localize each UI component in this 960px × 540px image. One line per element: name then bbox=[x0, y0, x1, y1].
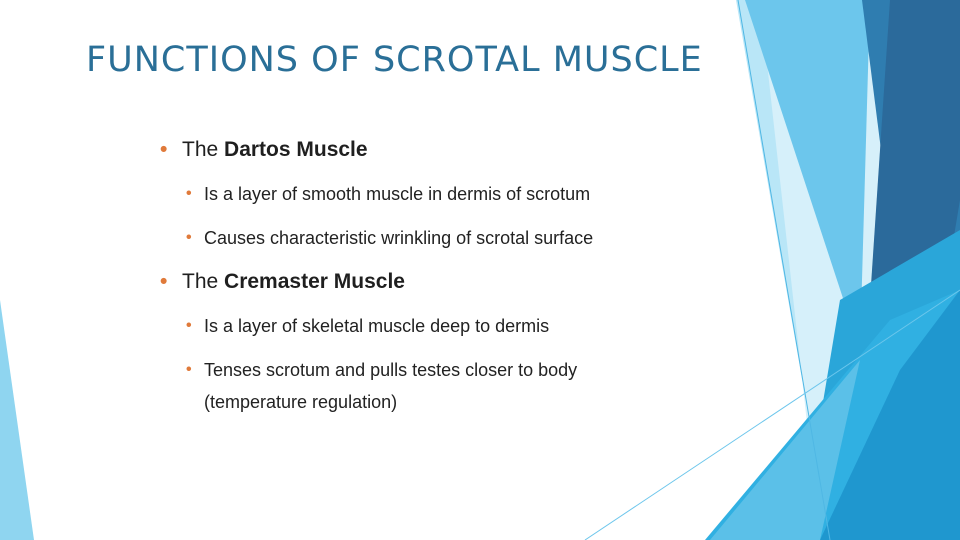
bullet-list bbox=[160, 134, 720, 418]
sub-bullet-icon: • bbox=[186, 361, 192, 378]
bullet-icon: • bbox=[160, 138, 168, 161]
slide-title: FUNCTIONS OF SCROTAL MUSCLE bbox=[86, 40, 703, 80]
bullet-cremaster bbox=[160, 266, 720, 298]
sub-bullet-continuation bbox=[160, 386, 720, 418]
sub-bullet-icon: • bbox=[186, 317, 192, 334]
bullet-prefix: The bbox=[182, 270, 225, 293]
sub-bullet bbox=[160, 310, 720, 342]
sub-bullet-text: Causes characteristic wrinkling of scrotal surface bbox=[204, 228, 594, 248]
bullet-icon: • bbox=[160, 270, 168, 293]
sub-bullet bbox=[160, 222, 720, 254]
sub-bullet-icon: • bbox=[186, 229, 192, 246]
sub-bullet-text: Is a layer of smooth muscle in dermis of scrotum bbox=[204, 184, 591, 204]
bullet-heading: Cremaster Muscle bbox=[224, 270, 405, 293]
sub-bullet bbox=[160, 178, 720, 210]
left-edge-shape bbox=[0, 300, 34, 540]
sub-bullet-text: Is a layer of skeletal muscle deep to dermis bbox=[204, 316, 550, 336]
sub-bullet-icon: • bbox=[186, 185, 192, 202]
bullet-heading: Dartos Muscle bbox=[224, 138, 368, 161]
sub-bullet-text: (temperature regulation) bbox=[204, 392, 398, 412]
sub-bullet bbox=[160, 354, 720, 386]
bullet-dartos bbox=[160, 134, 720, 166]
sub-bullet-text: Tenses scrotum and pulls testes closer to body bbox=[204, 360, 578, 380]
bullet-prefix: The bbox=[182, 138, 225, 161]
